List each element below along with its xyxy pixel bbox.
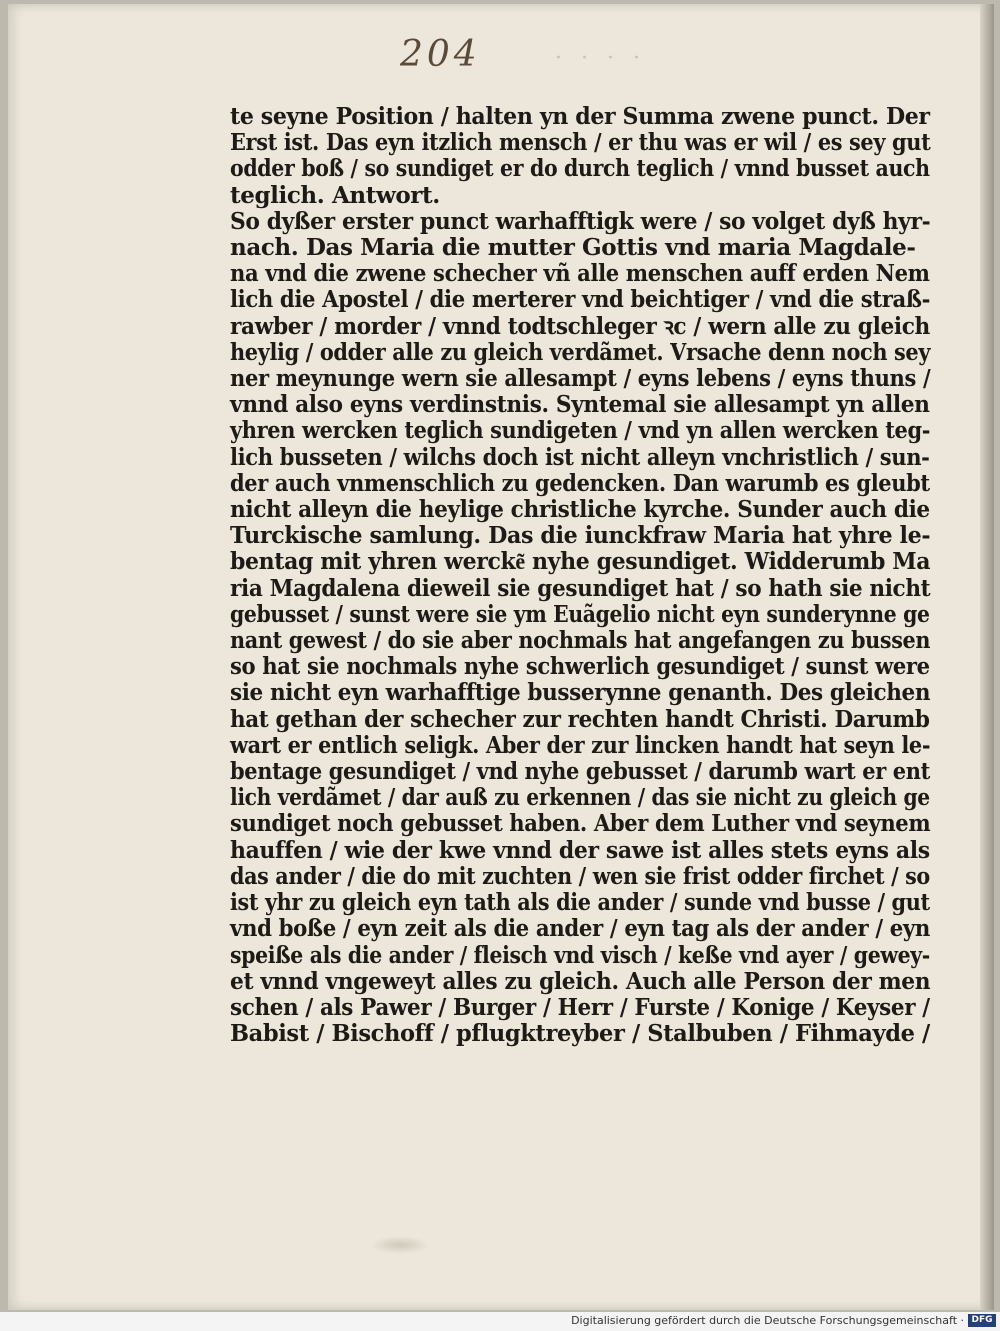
body-text [230,104,930,1047]
text-line: nicht alleyn die heylige christliche kyrche. Sunder auch die [230,496,930,524]
text-line: Babist / Bischoff / pflugktreyber / Stalbuben / Fihmayde / [230,1020,930,1048]
ink-smudge [370,1236,430,1254]
text-line: bentage gesundiget / vnd nyhe gebusset / darumb wart er ent [230,758,930,786]
text-line: vnnd also eyns verdinstnis. Syntemal sie allesampt yn allen [230,391,930,419]
text-line: sundiget noch gebusset haben. Aber dem Luther vnd seynem [230,810,931,838]
text-line: der auch vnmenschlich zu gedencken. Dan warumb es gleubt [230,469,930,497]
text-line: bentag mit yhren wercke͂ nyhe gesundiget. Widderumb Ma [230,548,931,576]
text-line: nach. Das Maria die mutter Gottis vnd maria Magdale- [230,234,916,262]
text-line: heylig / odder alle zu gleich verdãmet. Vrsache denn noch sey [230,338,931,366]
text-line: hat gethan der schecher zur rechten handt Christi. Darumb [230,705,930,733]
text-line: ist yhr zu gleich eyn tath als die ander / sunde vnd busse / gut [230,889,930,917]
dfg-logo: DFG [968,1314,996,1327]
text-line: ner meynunge wern sie allesampt / eyns lebens / eyns thuns / [230,365,931,393]
text-line: So dyßer erster punct warhafftigk were / so volget dyß hyr- [230,207,931,235]
text-line: Turckische samlung. Das die iunckfraw Maria hat yhre le- [230,522,931,550]
text-line: sie nicht eyn warhafftige busserynne genanth. Des gleichen [230,679,931,707]
text-line: wart er entlich seligk. Aber der zur lincken handt hat seyn le- [230,731,931,759]
text-line: teglich. Antwort. [230,181,440,209]
page-edge-shadow [980,4,994,1310]
text-line: ria Magdalena dieweil sie gesundiget hat / so hath sie nicht [230,574,931,602]
funding-credit: Digitalisierung gefördert durch die Deutsche Forschungsgemeinschaft · [571,1314,964,1327]
text-line: et vnnd vngeweyt alles zu gleich. Auch alle Person der men [230,967,931,995]
text-line: vnd boße / eyn zeit als die ander / eyn tag als der ander / eyn [230,915,931,943]
text-line: na vnd die zwene schecher vñ alle menschen auff erden Nem [230,260,930,288]
text-line: nant gewest / do sie aber nochmals hat angefangen zu bussen [230,627,931,655]
text-line: schen / als Pawer / Burger / Herr / Furste / Konige / Keyser / [230,993,930,1021]
text-line: rawber / morder / vnnd todtschleger ꝛc / wern alle zu gleich [230,312,930,340]
handwritten-folio-number: 204 [400,34,481,75]
text-line: das ander / die do mit zuchten / wen sie frist odder firchet / so [230,862,930,890]
text-line: te seyne Position / halten yn der Summa zwene punct. Der [230,103,930,130]
text-line: lich busseten / wilchs doch ist nicht alleyn vnchristlich / sun- [230,443,930,471]
show-through-marks: · · · · [555,46,646,71]
text-line: odder boß / so sundiget er do durch teglich / vnnd busset auch [230,155,930,183]
text-line: so hat sie nochmals nyhe schwerlich gesundiget / sunst were [230,653,930,681]
text-line: lich verdãmet / dar auß zu erkennen / das sie nicht zu gleich ge [230,784,930,812]
text-line: yhren wercken teglich sundigeten / vnd yn allen wercken teg- [230,417,931,445]
text-line: hauffen / wie der kwe vnnd der sawe ist alles stets eyns als [230,836,930,864]
text-line: speiße als die ander / fleisch vnd visch / keße vnd ayer / gewey- [230,941,930,969]
text-line: gebusset / sunst were sie ym Euãgelio nicht eyn sunderynne ge [230,600,930,628]
text-line: Erst ist. Das eyn itzlich mensch / er thu was er wil / es sey gut [230,129,931,157]
text-line: lich die Apostel / die merterer vnd beichtiger / vnd die straß- [230,286,930,314]
